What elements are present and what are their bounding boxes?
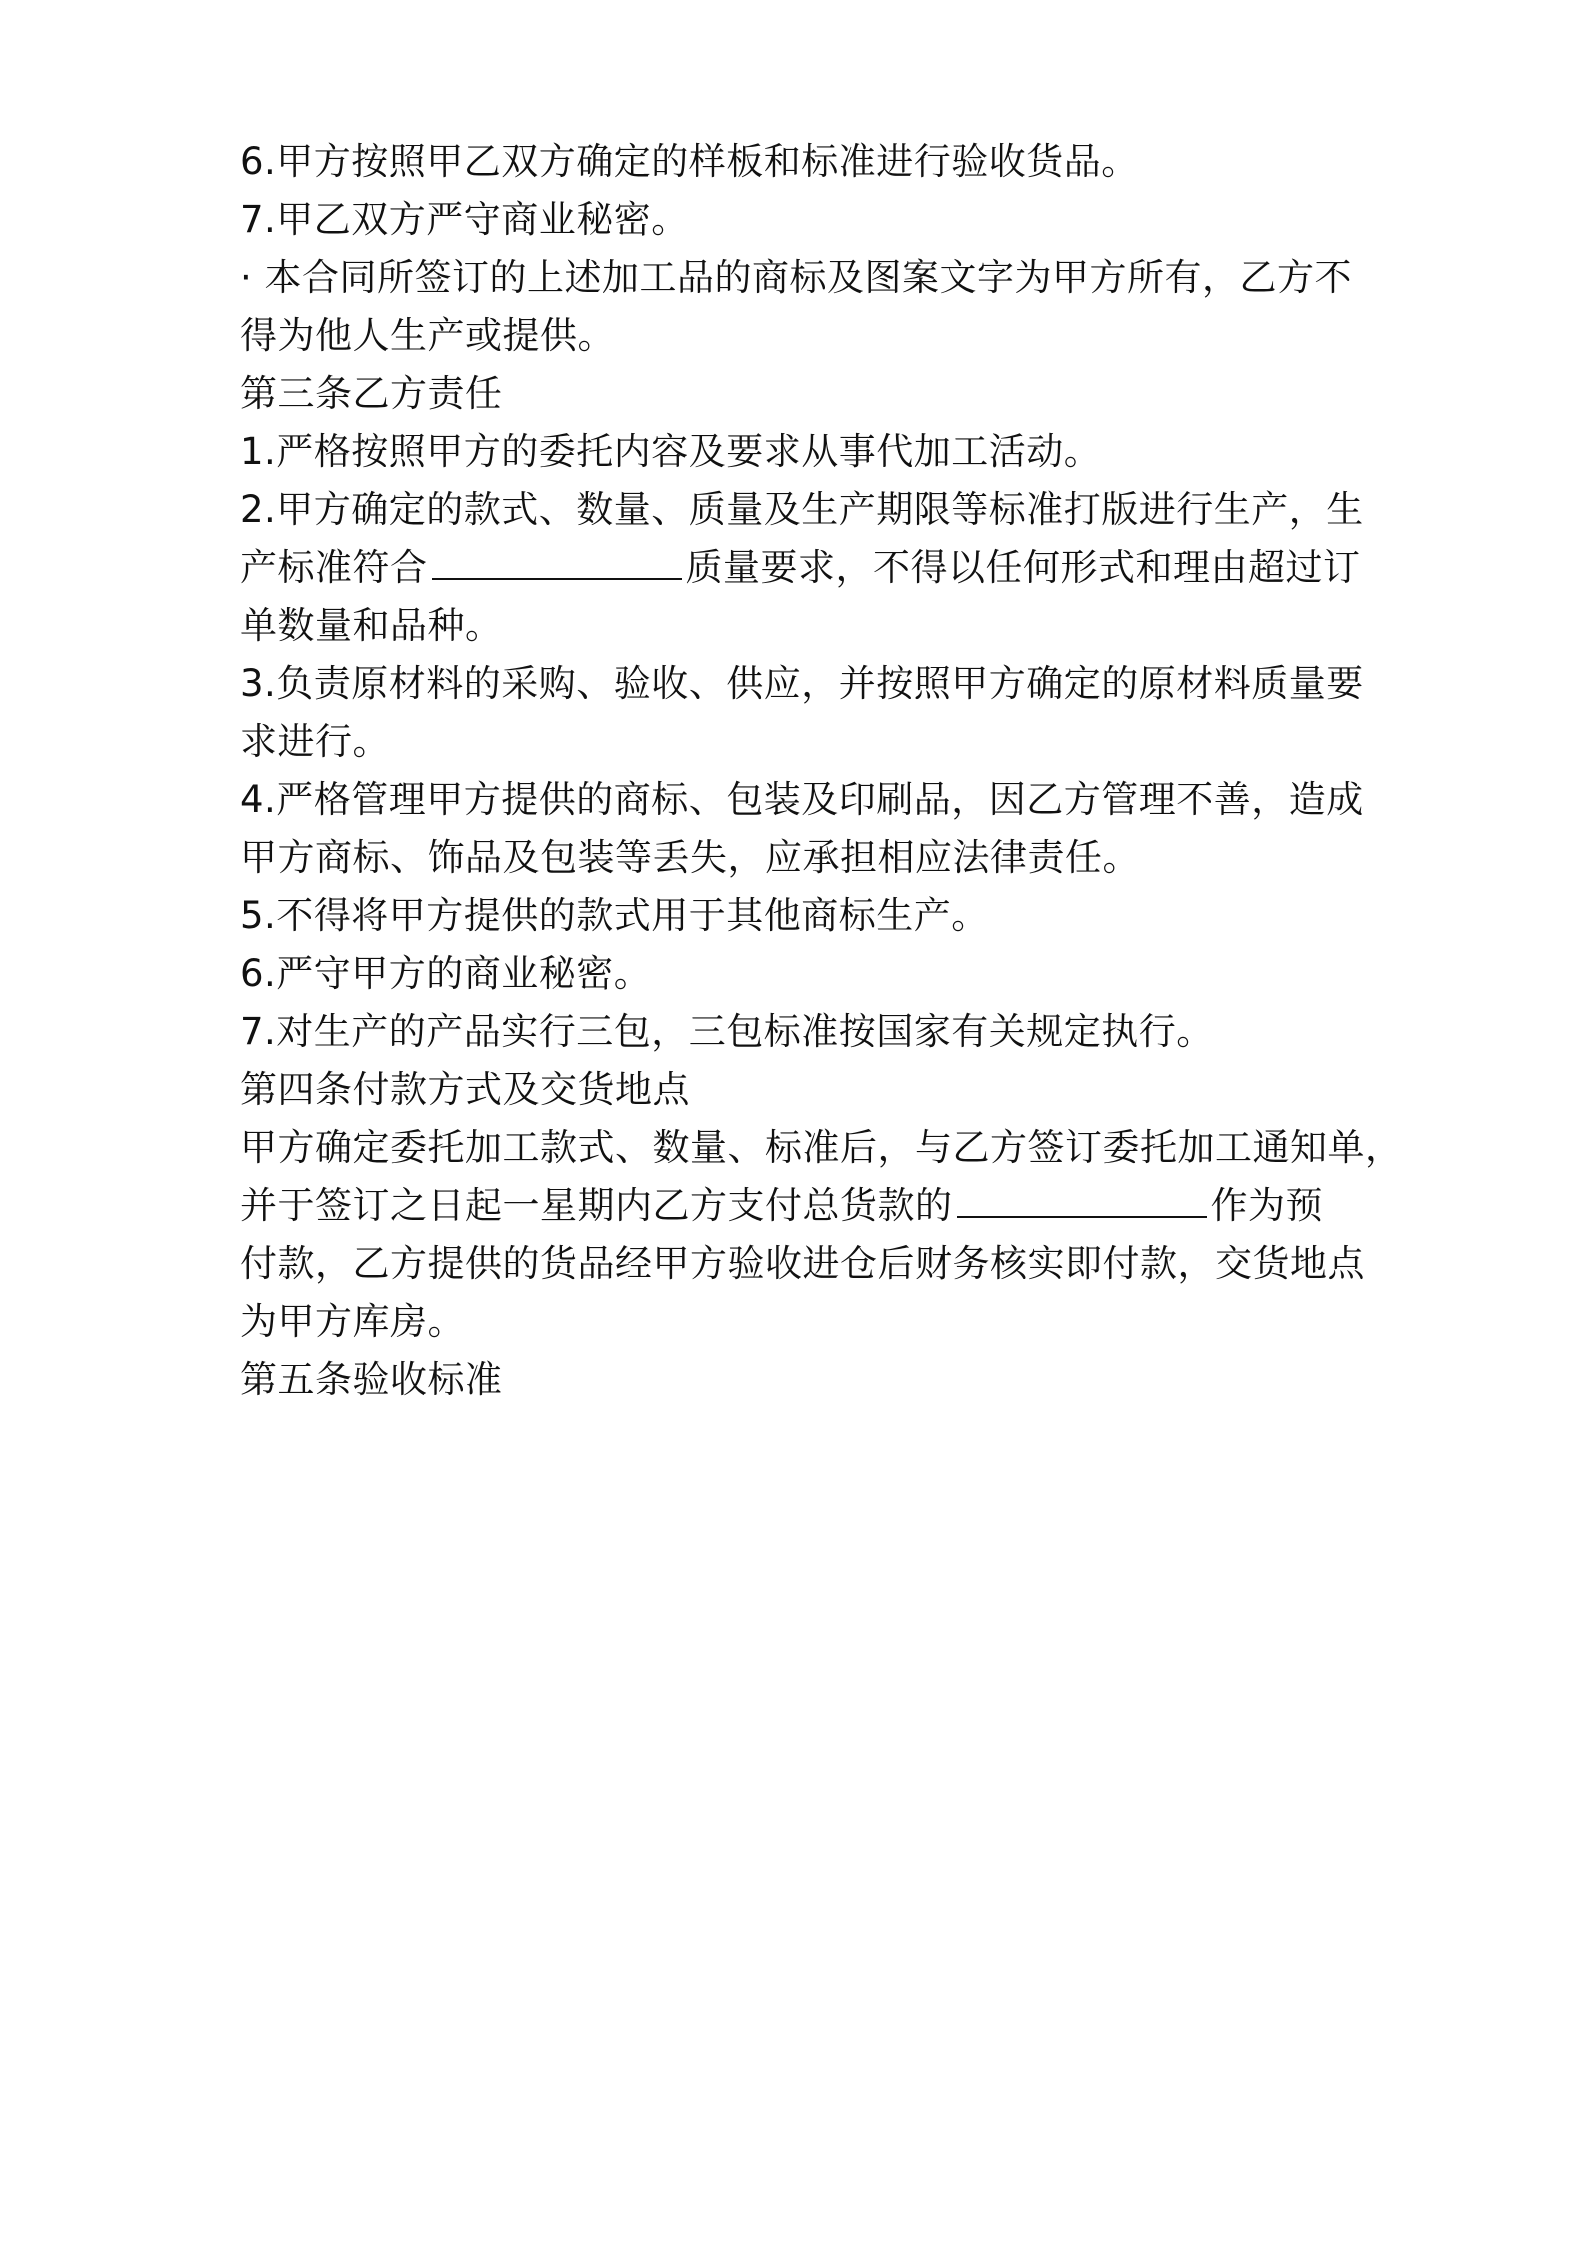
clause-line: 6.严守甲方的商业秘密。 <box>240 952 652 995</box>
clause-line: 付款，乙方提供的货品经甲方验收进仓后财务核实即付款，交货地点 <box>240 1242 1365 1285</box>
line-text: 作为预 <box>1210 1184 1323 1227</box>
clause-line: 7.甲乙双方严守商业秘密。 <box>240 198 689 241</box>
clause-line: · 本合同所签订的上述加工品的商标及图案文字为甲方所有，乙方不 <box>240 256 1353 299</box>
clause-line: 求进行。 <box>240 720 390 763</box>
clause-line: 2.甲方确定的款式、数量、质量及生产期限等标准打版进行生产，生 <box>240 488 1364 531</box>
clause-line: 7.对生产的产品实行三包，三包标准按国家有关规定执行。 <box>240 1010 1214 1053</box>
clause-line-with-blank <box>240 1180 1360 1232</box>
clause-line: 甲方确定委托加工款式、数量、标准后，与乙方签订委托加工通知单， <box>240 1126 1403 1169</box>
clause-line: 甲方商标、饰品及包装等丢失，应承担相应法律责任。 <box>240 836 1140 879</box>
clause-line: 3.负责原材料的采购、验收、供应，并按照甲方确定的原材料质量要 <box>240 662 1364 705</box>
clause-line: 1.严格按照甲方的委托内容及要求从事代加工活动。 <box>240 430 1102 473</box>
clause-line: 6.甲方按照甲乙双方确定的样板和标准进行验收货品。 <box>240 140 1139 183</box>
clause-line: 为甲方库房。 <box>240 1300 465 1343</box>
clause-line: 5.不得将甲方提供的款式用于其他商标生产。 <box>240 894 989 937</box>
line-text: 产标准符合 <box>240 546 428 589</box>
fill-in-blank <box>432 548 682 580</box>
clause-line-with-blank <box>240 542 1360 594</box>
clause-line: 单数量和品种。 <box>240 604 503 647</box>
section-heading: 第四条付款方式及交货地点 <box>240 1068 690 1111</box>
line-text: 质量要求，不得以任何形式和理由超过订 <box>685 546 1361 589</box>
fill-in-blank <box>957 1186 1207 1218</box>
section-heading: 第五条验收标准 <box>240 1358 503 1401</box>
clause-line: 得为他人生产或提供。 <box>240 314 615 357</box>
line-text: 并于签订之日起一星期内乙方支付总货款的 <box>240 1184 953 1227</box>
section-heading: 第三条乙方责任 <box>240 372 503 415</box>
clause-line: 4.严格管理甲方提供的商标、包装及印刷品，因乙方管理不善，造成 <box>240 778 1364 821</box>
